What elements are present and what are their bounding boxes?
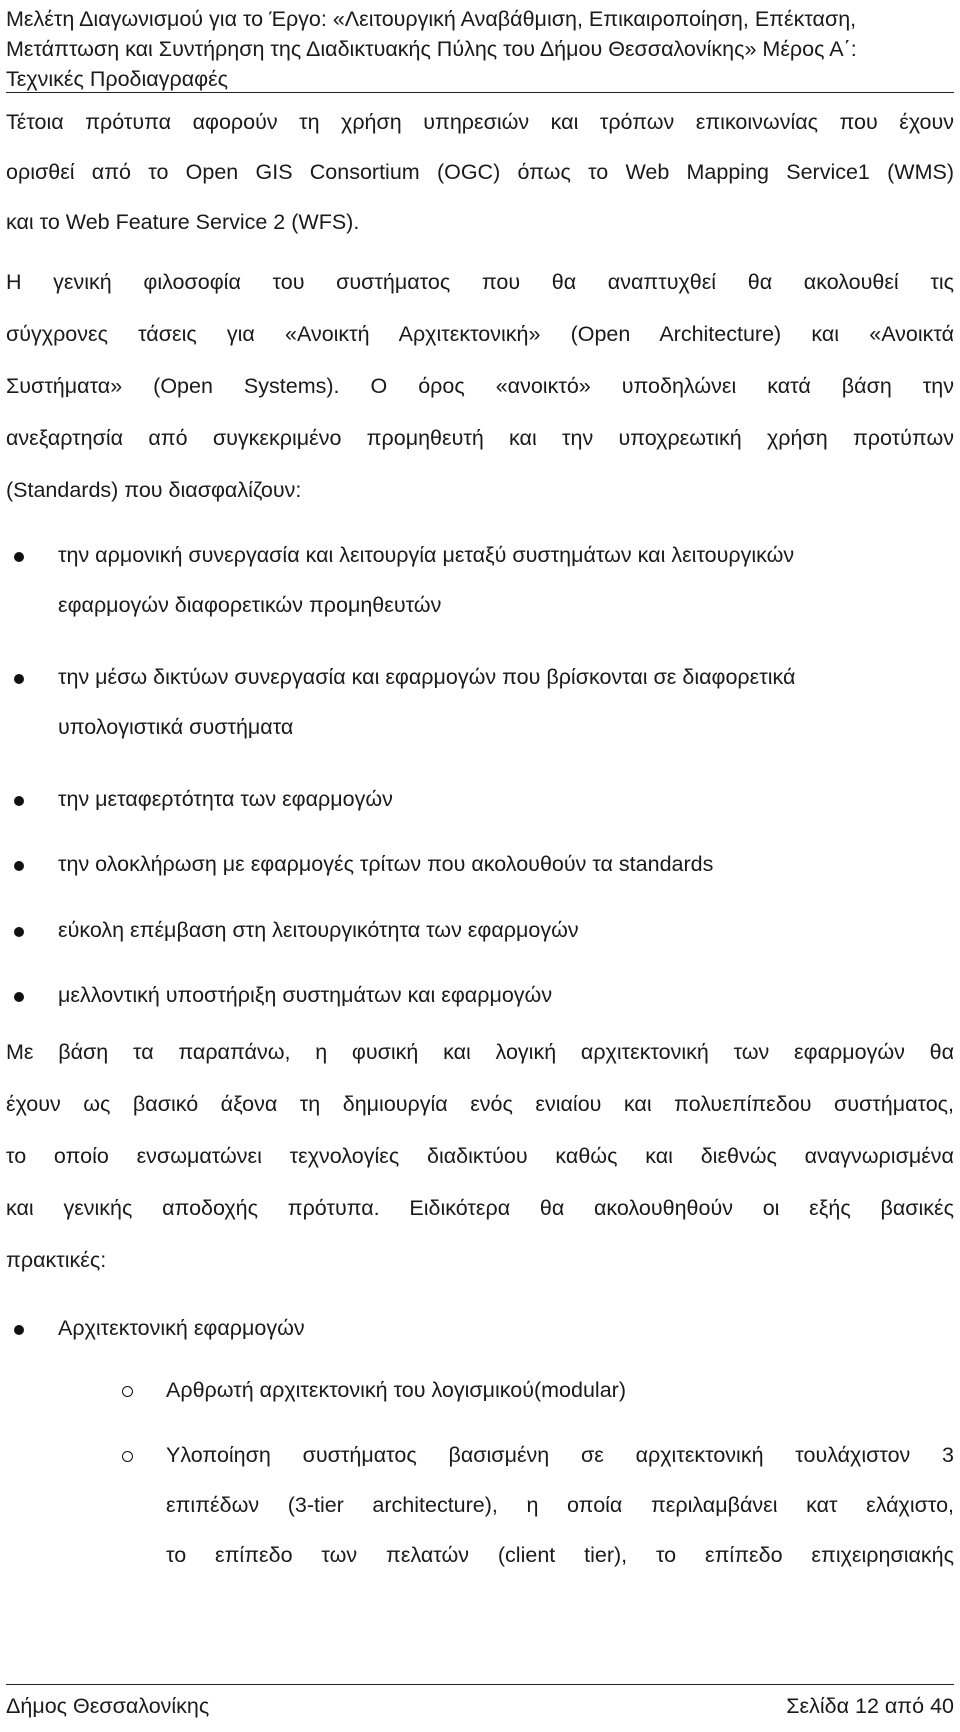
- paragraph-line: και το Web Feature Service 2 (WFS).: [6, 210, 360, 234]
- paragraph-line: Η γενική φιλοσοφία του συστήματος που θα αναπτυχθεί θα ακολουθεί τις: [6, 270, 954, 294]
- sub-bullet-text: επιπέδων (3-tier architecture), η οποία περιλαμβάνει κατ ελάχιστο,: [166, 1493, 954, 1517]
- header-line-1: Μελέτη Διαγωνισμού για το Έργο: «Λειτουργική Αναβάθμιση, Επικαιροποίηση, Επέκταση,: [6, 7, 857, 31]
- bullet-text: μελλοντική υποστήριξη συστημάτων και εφαρμογών: [58, 983, 553, 1007]
- page-number: Σελίδα 12 από 40: [786, 1694, 954, 1718]
- bullet-icon: [14, 861, 24, 871]
- bullet-text: Αρχιτεκτονική εφαρμογών: [58, 1316, 305, 1340]
- bullet-icon: [14, 992, 24, 1002]
- bullet-text: την μεταφερτότητα των εφαρμογών: [58, 787, 393, 811]
- page-header: [6, 4, 954, 94]
- paragraph-line: έχουν ως βασικό άξονα τη δημιουργία ενός ενιαίου και πολυεπίπεδου συστήματος,: [6, 1092, 954, 1116]
- paragraph-line: και γενικής αποδοχής πρότυπα. Ειδικότερα θα ακολουθηθούν οι εξής βασικές: [6, 1196, 954, 1220]
- circle-bullet-icon: [122, 1386, 133, 1397]
- bullet-text: την ολοκλήρωση με εφαρμογές τρίτων που ακολουθούν τα standards: [58, 852, 714, 876]
- paragraph-line: Τέτοια πρότυπα αφορούν τη χρήση υπηρεσιών και τρόπων επικοινωνίας που έχουν: [6, 110, 954, 134]
- sub-bullet-text: Αρθρωτή αρχιτεκτονική του λογισμικού(modular): [166, 1378, 626, 1402]
- bullet-text: την μέσω δικτύων συνεργασία και εφαρμογών που βρίσκονται σε διαφορετικά: [58, 665, 796, 689]
- paragraph-line: Συστήματα» (Open Systems). Ο όρος «ανοικτό» υποδηλώνει κατά βάση την: [6, 374, 954, 398]
- paragraph-line: ανεξαρτησία από συγκεκριμένο προμηθευτή και την υποχρεωτική χρήση προτύπων: [6, 426, 954, 450]
- paragraph-line: το οποίο ενσωματώνει τεχνολογίες διαδικτύου καθώς και διεθνώς αναγνωρισμένα: [6, 1144, 954, 1168]
- bullet-text: την αρμονική συνεργασία και λειτουργία μεταξύ συστημάτων και λειτουργικών: [58, 543, 795, 567]
- paragraph-line: σύγχρονες τάσεις για «Ανοικτή Αρχιτεκτονική» (Open Architecture) και «Ανοικτά: [6, 322, 954, 346]
- bullet-icon: [14, 552, 24, 562]
- bullet-icon: [14, 1325, 24, 1335]
- footer-municipality: Δήμος Θεσσαλονίκης: [6, 1694, 210, 1718]
- header-line-3: Τεχνικές Προδιαγραφές: [6, 67, 229, 91]
- bullet-text: εφαρμογών διαφορετικών προμηθευτών: [58, 593, 442, 617]
- header-divider: [6, 92, 954, 93]
- paragraph-line: Με βάση τα παραπάνω, η φυσική και λογική αρχιτεκτονική των εφαρμογών θα: [6, 1040, 954, 1064]
- circle-bullet-icon: [122, 1451, 133, 1462]
- bullet-icon: [14, 796, 24, 806]
- bullet-icon: [14, 927, 24, 937]
- header-line-2: Μετάπτωση και Συντήρηση της Διαδικτυακής Πύλης του Δήμου Θεσσαλονίκης» Μέρος Α΄:: [6, 37, 857, 61]
- bullet-text: εύκολη επέμβαση στη λειτουργικότητα των εφαρμογών: [58, 918, 579, 942]
- bullet-icon: [14, 674, 24, 684]
- sub-bullet-text: Υλοποίηση συστήματος βασισμένη σε αρχιτεκτονική τουλάχιστον 3: [166, 1443, 954, 1467]
- bullet-text: υπολογιστικά συστήματα: [58, 715, 294, 739]
- footer-divider: [6, 1684, 954, 1685]
- paragraph-line: πρακτικές:: [6, 1248, 107, 1272]
- sub-bullet-text: το επίπεδο των πελατών (client tier), το επίπεδο επιχειρησιακής: [166, 1543, 954, 1567]
- paragraph-line: ορισθεί από το Open GIS Consortium (OGC) όπως το Web Mapping Service1 (WMS): [6, 160, 954, 184]
- paragraph-line: (Standards) που διασφαλίζουν:: [6, 478, 302, 502]
